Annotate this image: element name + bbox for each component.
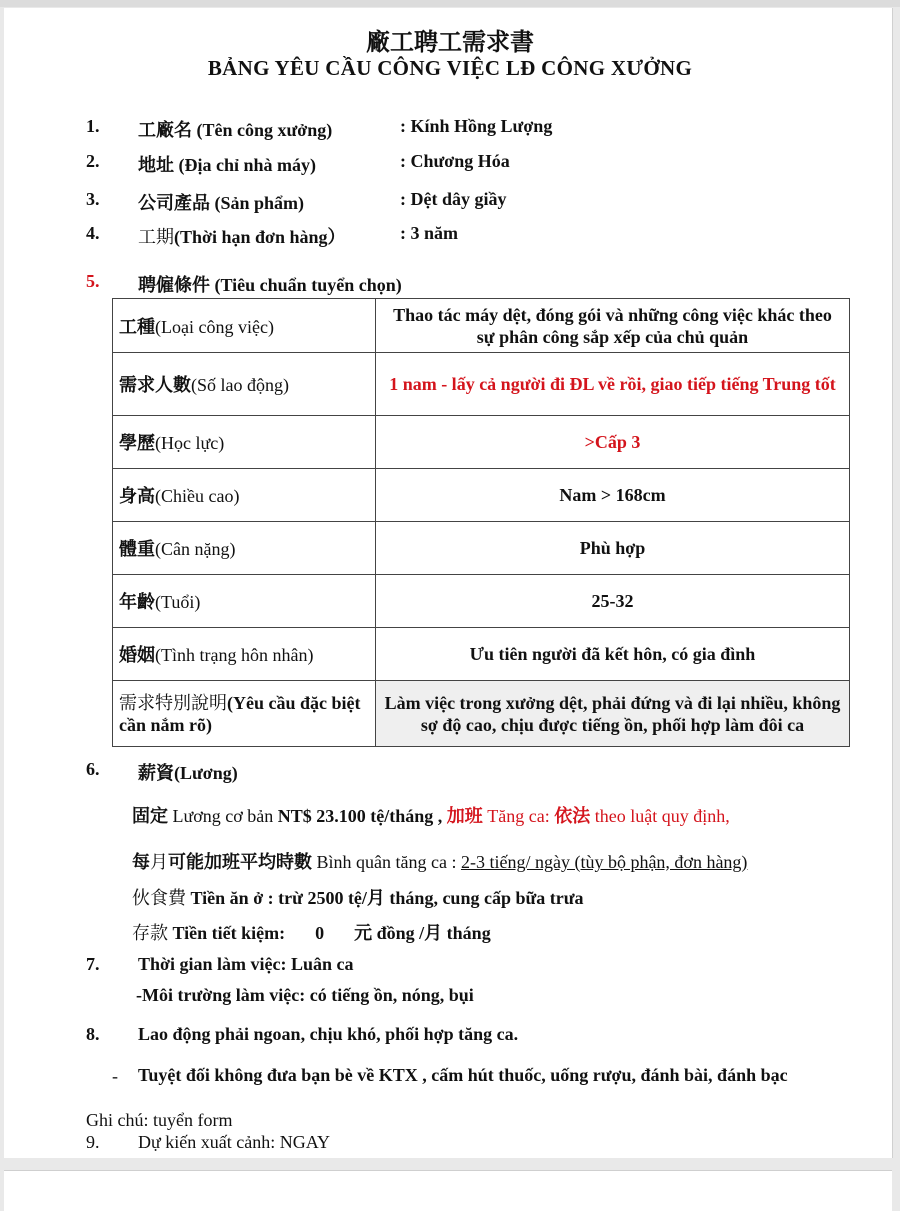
- table-row: [113, 522, 850, 575]
- item-value: : Kính Hồng Lượng: [400, 116, 553, 136]
- section-8-text: Lao động phải ngoan, chịu khó, phối hợp tăng ca.: [138, 1024, 519, 1044]
- document-title-cn: 廠工聘工需求書: [366, 30, 534, 56]
- table-row: [113, 628, 850, 681]
- rule-dash: -: [112, 1066, 118, 1086]
- table-row: [113, 469, 850, 522]
- table-value: 25-32: [376, 575, 850, 628]
- requirements-table: [112, 298, 850, 747]
- section-8-number: 8.: [86, 1024, 100, 1044]
- table-value: 1 nam - lấy cả người đi ĐL về rồi, giao tiếp tiếng Trung tốt: [376, 353, 850, 416]
- item-value: : Chương Hóa: [400, 151, 510, 171]
- section-9-number: 9.: [86, 1132, 100, 1152]
- table-row: [113, 575, 850, 628]
- table-value: >Cấp 3: [376, 416, 850, 469]
- work-time: Thời gian làm việc: Luân ca: [138, 954, 354, 974]
- table-value: Ưu tiên người đã kết hôn, có gia đình: [376, 628, 850, 681]
- table-row: [113, 681, 850, 747]
- item-label: 地址 (Địa chỉ nhà máy): [138, 155, 317, 175]
- note-text: Ghi chú: tuyển form: [86, 1110, 233, 1130]
- table-key: 婚姻(Tình trạng hôn nhân): [113, 628, 376, 681]
- table-row: [113, 299, 850, 353]
- table-value: Làm việc trong xưởng dệt, phải đứng và đi lại nhiều, không sợ độ cao, chịu được tiếng ồn, phối hợp làm đôi ca: [376, 681, 850, 747]
- rule-text: Tuyệt đối không đưa bạn bè về KTX , cấm hút thuốc, uống rượu, đánh bài, đánh bạc: [138, 1065, 788, 1085]
- food-line: 伙食費 Tiền ăn ở : trừ 2500 tệ/月 tháng, cung cấp bữa trưa: [132, 888, 584, 908]
- item-label: 工期(Thời hạn đơn hàng）: [138, 227, 346, 247]
- table-key: 需求人數(Số lao động): [113, 353, 376, 416]
- table-key: 體重(Cân nặng): [113, 522, 376, 575]
- table-value: Phù hợp: [376, 522, 850, 575]
- table-value: Nam > 168cm: [376, 469, 850, 522]
- item-value: : Dệt dây giầy: [400, 189, 507, 209]
- salary-line: 固定 Lương cơ bản NT$ 23.100 tệ/tháng , 加班 Tăng ca: 依法 theo luật quy định,: [132, 806, 730, 826]
- table-row: [113, 416, 850, 469]
- table-key: 身高(Chiều cao): [113, 469, 376, 522]
- table-key: 需求特別說明(Yêu cầu đặc biệt cần nắm rõ): [113, 681, 376, 747]
- overtime-average-line: 每月可能加班平均時數 Bình quân tăng ca : 2-3 tiếng/ ngày (tùy bộ phận, đơn hàng): [132, 852, 748, 872]
- section-5-heading: 聘僱條件 (Tiêu chuẩn tuyển chọn): [138, 275, 402, 295]
- table-key: 工種(Loại công việc): [113, 299, 376, 353]
- table-key: 學歷(Học lực): [113, 416, 376, 469]
- section-7-number: 7.: [86, 954, 100, 974]
- saving-line: 存款 Tiền tiết kiệm: 0 元 đồng /月 tháng: [132, 923, 491, 943]
- next-page-edge: [4, 1170, 892, 1211]
- item-label: 公司產品 (Sản phẩm): [138, 193, 305, 213]
- departure-text: Dự kiến xuất cảnh: NGAY: [138, 1132, 331, 1152]
- document-title-vn: BẢNG YÊU CẦU CÔNG VIỆC LĐ CÔNG XƯỞNG: [207, 56, 693, 80]
- table-row: [113, 353, 850, 416]
- table-value: Thao tác máy dệt, đóng gói và những công việc khác theo sự phân công sắp xếp của chủ quản: [376, 299, 850, 353]
- item-value: : 3 năm: [400, 223, 458, 243]
- section-6-number: 6.: [86, 759, 100, 779]
- work-environment: -Môi trường làm việc: có tiếng ồn, nóng, bụi: [136, 985, 474, 1005]
- item-label: 工廠名 (Tên công xưởng): [138, 120, 333, 140]
- section-5-number: 5.: [86, 271, 100, 291]
- section-6-heading: 薪資(Lương): [138, 763, 238, 783]
- table-key: 年齡(Tuổi): [113, 575, 376, 628]
- viewer-top-edge: [0, 0, 900, 7]
